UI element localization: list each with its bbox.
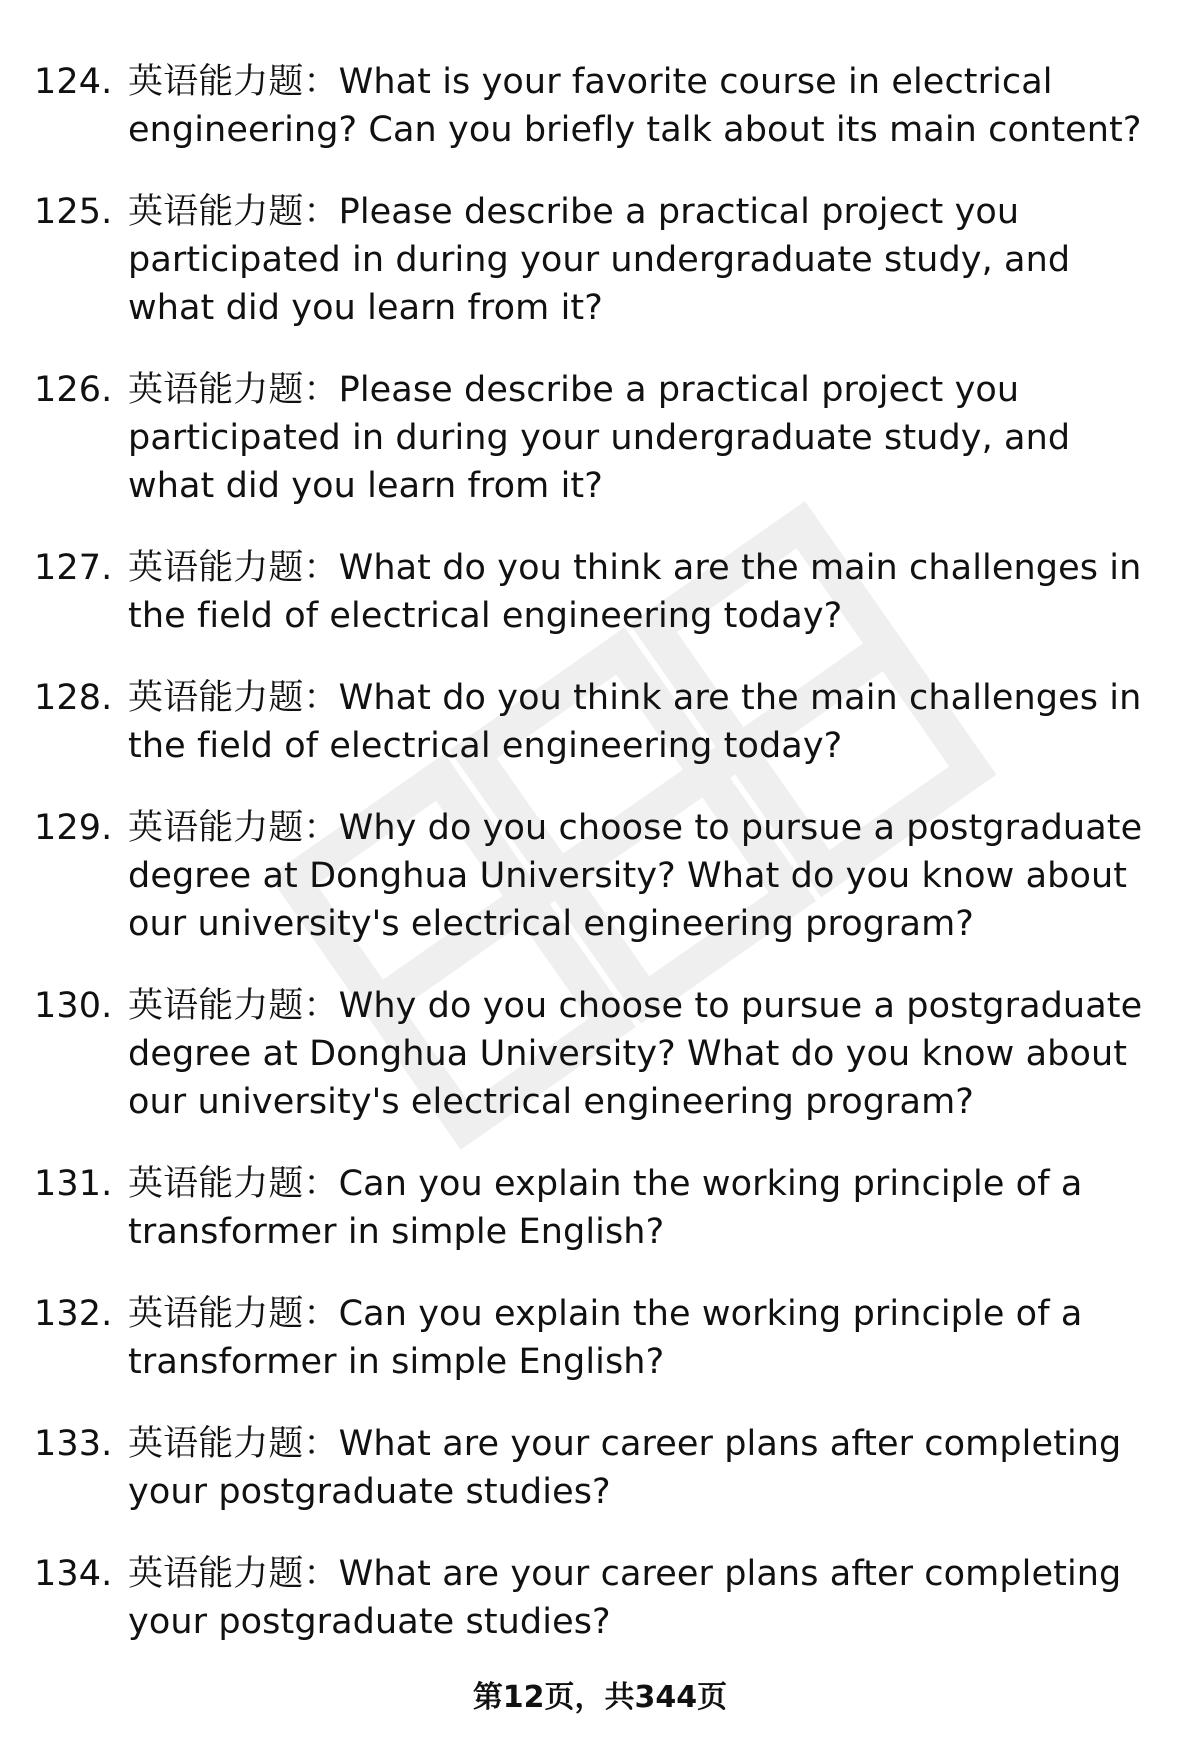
question-tag: 英语能力题： [128,678,339,718]
question-text: What are your career plans after completing your postgraduate studies? [128,1424,1122,1512]
question-tag: 英语能力题： [128,62,339,102]
question-number: 126. [34,370,113,410]
question-text: What are your career plans after completing your postgraduate studies? [128,1554,1122,1642]
question-text: What is your favorite course in electrical engineering? Can you briefly talk about its main content? [128,62,1142,150]
question-tag: 英语能力题： [128,1294,339,1334]
question-tag: 英语能力题： [128,1554,339,1594]
question-text: Why do you choose to pursue a postgraduate degree at Donghua University? What do you know about our university's electrical engineering program? [128,986,1143,1122]
question-number: 130. [34,986,113,1026]
question-tag: 英语能力题： [128,370,339,410]
question-item [0,1160,1200,1256]
question-text: What do you think are the main challenges in the field of electrical engineering today? [128,678,1142,766]
question-number: 127. [34,548,113,588]
question-tag: 英语能力题： [128,808,339,848]
question-item [0,982,1200,1126]
question-item [0,804,1200,948]
question-item [0,188,1200,332]
question-tag: 英语能力题： [128,1164,339,1204]
question-text: Please describe a practical project you participated in during your undergraduate study, and what did you learn from it? [128,192,1071,328]
question-item [0,674,1200,770]
question-text: Can you explain the working principle of a transformer in simple English? [128,1294,1083,1382]
page-footer: 第12页，共344页 [472,1680,728,1715]
question-number: 125. [34,192,113,232]
question-tag: 英语能力题： [128,548,339,588]
question-text: Please describe a practical project you participated in during your undergraduate study, and what did you learn from it? [128,370,1071,506]
question-number: 132. [34,1294,113,1334]
question-number: 131. [34,1164,113,1204]
question-number: 129. [34,808,113,848]
question-tag: 英语能力题： [128,192,339,232]
question-item [0,1290,1200,1386]
question-item [0,366,1200,510]
question-number: 133. [34,1424,113,1464]
question-text: Can you explain the working principle of a transformer in simple English? [128,1164,1083,1252]
question-text: Why do you choose to pursue a postgraduate degree at Donghua University? What do you know about our university's electrical engineering program? [128,808,1143,944]
question-item [0,58,1200,154]
question-list [0,58,1200,1680]
question-tag: 英语能力题： [128,1424,339,1464]
question-number: 134. [34,1554,113,1594]
question-number: 124. [34,62,113,102]
question-number: 128. [34,678,113,718]
question-item [0,1420,1200,1516]
question-item [0,1550,1200,1646]
question-text: What do you think are the main challenges in the field of electrical engineering today? [128,548,1142,636]
question-item [0,544,1200,640]
question-tag: 英语能力题： [128,986,339,1026]
